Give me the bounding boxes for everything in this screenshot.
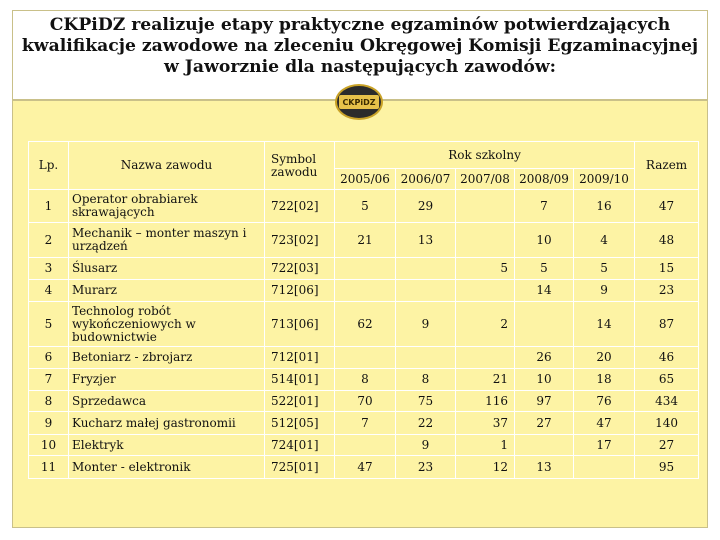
row-value-2008-09: 7: [515, 190, 574, 223]
row-name: Mechanik – monter maszyn i urządzeń: [69, 223, 265, 258]
row-value-2005-06: 21: [335, 223, 396, 258]
title-line-2: kwalifikacje zawodowe na zleceniu Okręgowej Komisji Egzaminacyjnej: [21, 36, 699, 56]
row-value-2005-06: 5: [335, 190, 396, 223]
row-total: 140: [635, 412, 699, 435]
row-value-2009-10: [574, 456, 635, 479]
row-name: Fryzjer: [69, 369, 265, 391]
row-value-2007-08: [456, 223, 515, 258]
row-value-2006-07: 23: [396, 456, 456, 479]
row-total: 15: [635, 258, 699, 280]
row-total: 87: [635, 302, 699, 347]
row-value-2006-07: 22: [396, 412, 456, 435]
row-symbol: 725[01]: [265, 456, 335, 479]
table-row: [29, 456, 699, 479]
row-symbol: 723[02]: [265, 223, 335, 258]
row-value-2009-10: 16: [574, 190, 635, 223]
row-value-2006-07: 29: [396, 190, 456, 223]
header-year: 2008/09: [515, 169, 574, 190]
row-value-2009-10: 17: [574, 435, 635, 456]
row-value-2007-08: 2: [456, 302, 515, 347]
row-total: 47: [635, 190, 699, 223]
row-value-2006-07: 9: [396, 302, 456, 347]
row-value-2007-08: [456, 190, 515, 223]
row-total: 65: [635, 369, 699, 391]
row-lp: 9: [29, 412, 69, 435]
table-row: [29, 223, 699, 258]
row-value-2006-07: 13: [396, 223, 456, 258]
title-line-1: CKPiDZ realizuje etapy praktyczne egzaminów potwierdzających: [49, 15, 671, 35]
row-value-2009-10: 76: [574, 391, 635, 412]
row-name: Kucharz małej gastronomii: [69, 412, 265, 435]
row-symbol: 722[03]: [265, 258, 335, 280]
row-lp: 4: [29, 280, 69, 302]
row-lp: 1: [29, 190, 69, 223]
row-value-2005-06: 8: [335, 369, 396, 391]
row-total: 95: [635, 456, 699, 479]
page-title: [13, 15, 707, 78]
row-name: Elektryk: [69, 435, 265, 456]
row-symbol: 514[01]: [265, 369, 335, 391]
row-lp: 10: [29, 435, 69, 456]
row-name: Ślusarz: [69, 258, 265, 280]
row-symbol: 522[01]: [265, 391, 335, 412]
row-value-2006-07: 9: [396, 435, 456, 456]
row-value-2007-08: [456, 347, 515, 369]
row-value-2008-09: 10: [515, 223, 574, 258]
row-value-2006-07: [396, 280, 456, 302]
row-value-2006-07: 8: [396, 369, 456, 391]
row-name: Murarz: [69, 280, 265, 302]
row-value-2007-08: 5: [456, 258, 515, 280]
row-name: Sprzedawca: [69, 391, 265, 412]
table-row: [29, 435, 699, 456]
row-value-2007-08: 12: [456, 456, 515, 479]
row-value-2008-09: [515, 435, 574, 456]
row-value-2009-10: 9: [574, 280, 635, 302]
row-value-2008-09: 10: [515, 369, 574, 391]
row-name: Technolog robót wykończeniowych w budownictwie: [69, 302, 265, 347]
row-value-2009-10: 47: [574, 412, 635, 435]
header-lp: Lp.: [29, 142, 69, 190]
row-total: 434: [635, 391, 699, 412]
header-year-group: Rok szkolny: [335, 142, 635, 169]
row-value-2008-09: 5: [515, 258, 574, 280]
row-value-2006-07: [396, 347, 456, 369]
row-value-2009-10: 18: [574, 369, 635, 391]
row-total: 27: [635, 435, 699, 456]
row-symbol: 722[02]: [265, 190, 335, 223]
row-value-2007-08: 21: [456, 369, 515, 391]
row-value-2005-06: 70: [335, 391, 396, 412]
row-value-2005-06: [335, 435, 396, 456]
row-lp: 7: [29, 369, 69, 391]
row-value-2008-09: 13: [515, 456, 574, 479]
row-value-2008-09: 27: [515, 412, 574, 435]
row-name: Monter - elektronik: [69, 456, 265, 479]
header-year: 2005/06: [335, 169, 396, 190]
table-row: [29, 347, 699, 369]
table-row: [29, 280, 699, 302]
table-row: [29, 391, 699, 412]
header-total: Razem: [635, 142, 699, 190]
row-lp: 3: [29, 258, 69, 280]
table-row: [29, 302, 699, 347]
row-lp: 6: [29, 347, 69, 369]
row-symbol: 713[06]: [265, 302, 335, 347]
row-total: 23: [635, 280, 699, 302]
row-lp: 8: [29, 391, 69, 412]
row-value-2005-06: [335, 347, 396, 369]
row-symbol: 724[01]: [265, 435, 335, 456]
logo-text: CKPiDZ: [339, 95, 379, 109]
row-value-2008-09: 14: [515, 280, 574, 302]
header-year: 2009/10: [574, 169, 635, 190]
row-value-2009-10: 4: [574, 223, 635, 258]
row-lp: 11: [29, 456, 69, 479]
row-value-2008-09: 97: [515, 391, 574, 412]
row-value-2007-08: 1: [456, 435, 515, 456]
row-value-2005-06: [335, 258, 396, 280]
row-lp: 5: [29, 302, 69, 347]
row-value-2009-10: 20: [574, 347, 635, 369]
title-line-3: w Jaworznie dla następujących zawodów:: [164, 57, 556, 77]
row-value-2007-08: 37: [456, 412, 515, 435]
row-symbol: 712[06]: [265, 280, 335, 302]
ckpidz-logo-icon: [335, 84, 383, 120]
header-year: 2007/08: [456, 169, 515, 190]
row-value-2009-10: 14: [574, 302, 635, 347]
row-symbol: 712[01]: [265, 347, 335, 369]
row-value-2007-08: [456, 280, 515, 302]
professions-table: [28, 141, 699, 479]
row-lp: 2: [29, 223, 69, 258]
row-value-2006-07: [396, 258, 456, 280]
row-value-2006-07: 75: [396, 391, 456, 412]
table-row: [29, 412, 699, 435]
row-value-2005-06: 47: [335, 456, 396, 479]
row-name: Operator obrabiarek skrawających: [69, 190, 265, 223]
row-total: 46: [635, 347, 699, 369]
header-year: 2006/07: [396, 169, 456, 190]
row-symbol: 512[05]: [265, 412, 335, 435]
row-total: 48: [635, 223, 699, 258]
header-name: Nazwa zawodu: [69, 142, 265, 190]
row-value-2008-09: 26: [515, 347, 574, 369]
row-value-2008-09: [515, 302, 574, 347]
table-header-row: [29, 142, 699, 169]
table-row: [29, 369, 699, 391]
row-name: Betoniarz - zbrojarz: [69, 347, 265, 369]
row-value-2007-08: 116: [456, 391, 515, 412]
row-value-2005-06: 7: [335, 412, 396, 435]
row-value-2005-06: [335, 280, 396, 302]
row-value-2009-10: 5: [574, 258, 635, 280]
table-row: [29, 258, 699, 280]
row-value-2005-06: 62: [335, 302, 396, 347]
header-symbol: Symbol zawodu: [265, 142, 335, 190]
table-row: [29, 190, 699, 223]
